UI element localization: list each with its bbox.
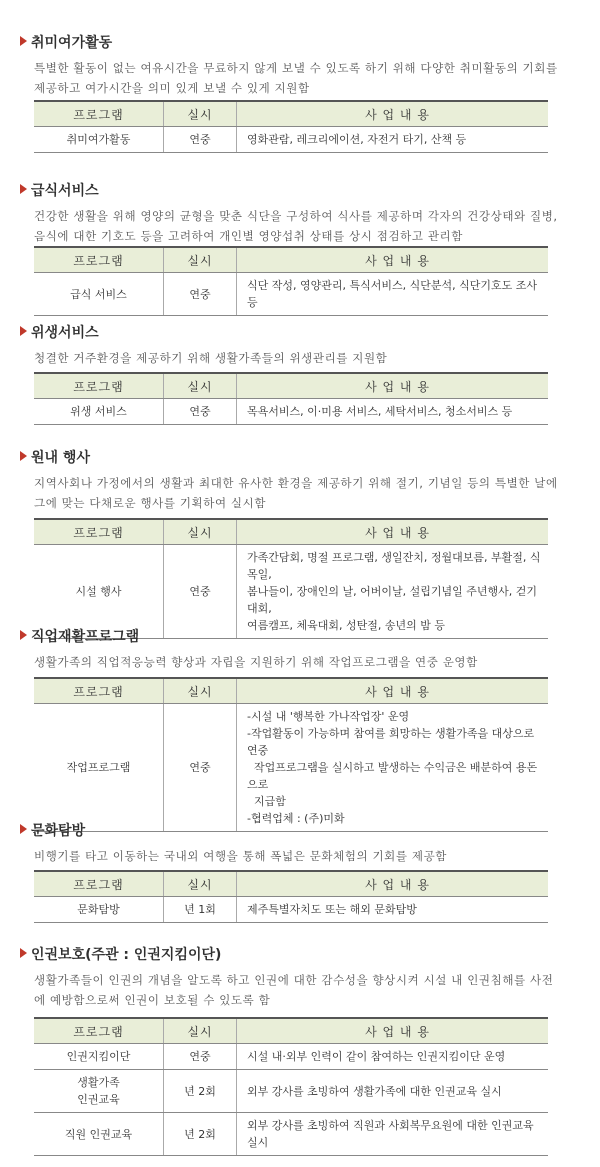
cell-program [34, 1113, 164, 1156]
program-table [34, 372, 548, 425]
cell-content-line: -시설 내 '행복한 가나작업장' 운영 [247, 710, 410, 723]
cell-schedule: 년 2회 [164, 1070, 237, 1113]
cell-program [34, 897, 164, 923]
table-row [34, 1113, 548, 1156]
cell-program-line: 취미여가활동 [66, 133, 131, 146]
section-description: 생활가족들이 인권의 개념을 알도록 하고 인권에 대한 감수성을 향상시켜 시설 내 인권침해를 사전에 예방함으로써 인권이 보호될 수 있도록 함 [34, 973, 554, 1007]
header-content: 사 업 내 용 [237, 1018, 549, 1044]
cell-content-line: 시설 내·외부 인력이 같이 참여하는 인권지킴이단 운영 [247, 1050, 506, 1063]
program-table [34, 677, 548, 832]
triangle-bullet-icon [20, 948, 27, 958]
cell-content-line: -협력업체 : (주)미화 [247, 812, 345, 825]
section-title-text: 인권보호(주관 : 인권지킴이단) [31, 947, 222, 963]
header-program: 프로그램 [34, 678, 164, 704]
cell-content-line: 여름캠프, 체육대회, 성탄절, 송년의 밤 등 [247, 619, 445, 632]
cell-content [237, 273, 549, 316]
section-description: 생활가족의 직업적응능력 향상과 자립을 지원하기 위해 작업프로그램을 연중 운영함 [34, 655, 478, 669]
cell-program-line: 문화탐방 [77, 903, 120, 916]
cell-program-line: 인권교육 [77, 1093, 120, 1106]
cell-content [237, 545, 549, 639]
cell-program-line: 직원 인권교육 [64, 1127, 133, 1141]
table-row [34, 545, 548, 639]
section-description: 비행기를 타고 이동하는 국내외 여행을 통해 폭넓은 문화체험의 기회를 제공함 [34, 849, 447, 863]
section-title-text: 원내 행사 [31, 450, 90, 466]
cell-program-line: 급식 서비스 [70, 287, 127, 301]
cell-content [237, 1044, 549, 1070]
header-program: 프로그램 [34, 373, 164, 399]
header-schedule: 실시 [164, 519, 237, 545]
cell-schedule: 연중 [164, 1044, 237, 1070]
header-content: 사 업 내 용 [237, 101, 549, 127]
triangle-bullet-icon [20, 326, 27, 336]
table-row [34, 897, 548, 923]
cell-program-line: 인권지킴이단 [66, 1050, 131, 1063]
table-row [34, 1044, 548, 1070]
section-title-text: 취미여가활동 [31, 35, 113, 51]
section-title-text: 위생서비스 [31, 325, 99, 341]
program-table [34, 870, 548, 923]
triangle-bullet-icon [20, 36, 27, 46]
header-schedule: 실시 [164, 247, 237, 273]
header-schedule: 실시 [164, 678, 237, 704]
section-description: 건강한 생활을 위해 영양의 균형을 맞춘 식단을 구성하여 식사를 제공하며 각자의 건강상태와 질병, 음식에 대한 기호도 등을 고려하여 개인별 영양섭취 상태를 상시 점검하고 관리함 [34, 209, 558, 243]
section-description: 특별한 활동이 없는 여유시간을 무료하지 않게 보낼 수 있도록 하기 위해 다양한 취미활동의 기회를 제공하고 여가시간을 의미 있게 보낼 수 있게 지원함 [34, 61, 558, 95]
cell-content-line: 식단 작성, 영양관리, 특식서비스, 식단분석, 식단기호도 조사 등 [247, 279, 537, 309]
cell-content [237, 399, 549, 425]
cell-schedule: 연중 [164, 399, 237, 425]
cell-content-line: 영화관람, 레크리에이션, 자전거 타기, 산책 등 [247, 133, 467, 146]
cell-program [34, 1070, 164, 1113]
section-description: 청결한 거주환경을 제공하기 위해 생활가족들의 위생관리를 지원함 [34, 351, 388, 365]
header-content: 사 업 내 용 [237, 678, 549, 704]
cell-content-line: 봄나들이, 장애인의 날, 어버이날, 설립기념일 주년행사, 걷기대회, [247, 585, 537, 615]
cell-content-line: 가족간담회, 명절 프로그램, 생일잔치, 정월대보름, 부활절, 식목일, [247, 551, 541, 581]
cell-program [34, 545, 164, 639]
cell-schedule: 연중 [164, 545, 237, 639]
cell-program-line: 작업프로그램 [66, 761, 131, 774]
section-title [20, 34, 112, 52]
table-header-row [34, 678, 548, 704]
section-title-text: 급식서비스 [31, 183, 99, 199]
cell-schedule: 년 2회 [164, 1113, 237, 1156]
section-title [20, 822, 85, 840]
cell-program [34, 1044, 164, 1070]
header-content: 사 업 내 용 [237, 247, 549, 273]
triangle-bullet-icon [20, 824, 27, 834]
section-title [20, 946, 221, 964]
header-schedule: 실시 [164, 373, 237, 399]
cell-program [34, 273, 164, 316]
cell-schedule: 연중 [164, 273, 237, 316]
program-table [34, 100, 548, 153]
section-title [20, 449, 90, 467]
table-header-row [34, 1018, 548, 1044]
header-program: 프로그램 [34, 101, 164, 127]
triangle-bullet-icon [20, 184, 27, 194]
section-title-text: 문화탐방 [31, 823, 86, 839]
section-title [20, 324, 99, 342]
header-schedule: 실시 [164, 871, 237, 897]
cell-program [34, 127, 164, 153]
cell-program-line: 시설 행사 [75, 585, 122, 598]
header-schedule: 실시 [164, 101, 237, 127]
program-table [34, 518, 548, 639]
table-row [34, 399, 548, 425]
cell-content-line: -작업활동이 가능하며 참여를 희망하는 생활가족을 대상으로 연중 [247, 727, 535, 757]
header-content: 사 업 내 용 [237, 519, 549, 545]
cell-content [237, 897, 549, 923]
triangle-bullet-icon [20, 630, 27, 640]
cell-content-line: 목욕서비스, 이·미용 서비스, 세탁서비스, 청소서비스 등 [247, 405, 513, 418]
table-header-row [34, 519, 548, 545]
cell-program-line: 생활가족 [77, 1076, 120, 1089]
table-row [34, 1070, 548, 1113]
cell-content-line: 작업프로그램을 실시하고 발생하는 수익금은 배분하여 용돈으로 [247, 761, 538, 791]
header-content: 사 업 내 용 [237, 373, 549, 399]
cell-schedule: 연중 [164, 704, 237, 832]
table-header-row [34, 373, 548, 399]
header-program: 프로그램 [34, 871, 164, 897]
cell-program [34, 399, 164, 425]
cell-schedule: 년 1회 [164, 897, 237, 923]
triangle-bullet-icon [20, 451, 27, 461]
table-header-row [34, 871, 548, 897]
cell-content-line: 외부 강사를 초빙하여 생활가족에 대한 인권교육 실시 [247, 1084, 502, 1098]
program-table [34, 1017, 548, 1156]
table-header-row [34, 247, 548, 273]
section-title [20, 628, 139, 646]
header-content: 사 업 내 용 [237, 871, 549, 897]
cell-content [237, 1113, 549, 1156]
cell-content [237, 1070, 549, 1113]
table-row [34, 704, 548, 832]
table-row [34, 273, 548, 316]
cell-program [34, 704, 164, 832]
cell-content-line: 지급함 [247, 795, 286, 808]
cell-content-line: 제주특별자치도 또는 해외 문화탐방 [247, 903, 417, 916]
header-schedule: 실시 [164, 1018, 237, 1044]
header-program: 프로그램 [34, 519, 164, 545]
cell-program-line: 위생 서비스 [70, 405, 127, 418]
cell-content-line: 외부 강사를 초빙하여 직원과 사회복무요원에 대한 인권교육 실시 [247, 1119, 534, 1149]
program-table [34, 246, 548, 316]
table-header-row [34, 101, 548, 127]
section-title-text: 직업재활프로그램 [31, 629, 140, 645]
cell-schedule: 연중 [164, 127, 237, 153]
header-program: 프로그램 [34, 247, 164, 273]
cell-content [237, 704, 549, 832]
cell-content [237, 127, 549, 153]
header-program: 프로그램 [34, 1018, 164, 1044]
section-description: 지역사회나 가정에서의 생활과 최대한 유사한 환경을 제공하기 위해 절기, 기념일 등의 특별한 날에 그에 맞는 다채로운 행사를 기획하여 실시함 [34, 476, 558, 510]
section-title [20, 182, 99, 200]
table-row [34, 127, 548, 153]
